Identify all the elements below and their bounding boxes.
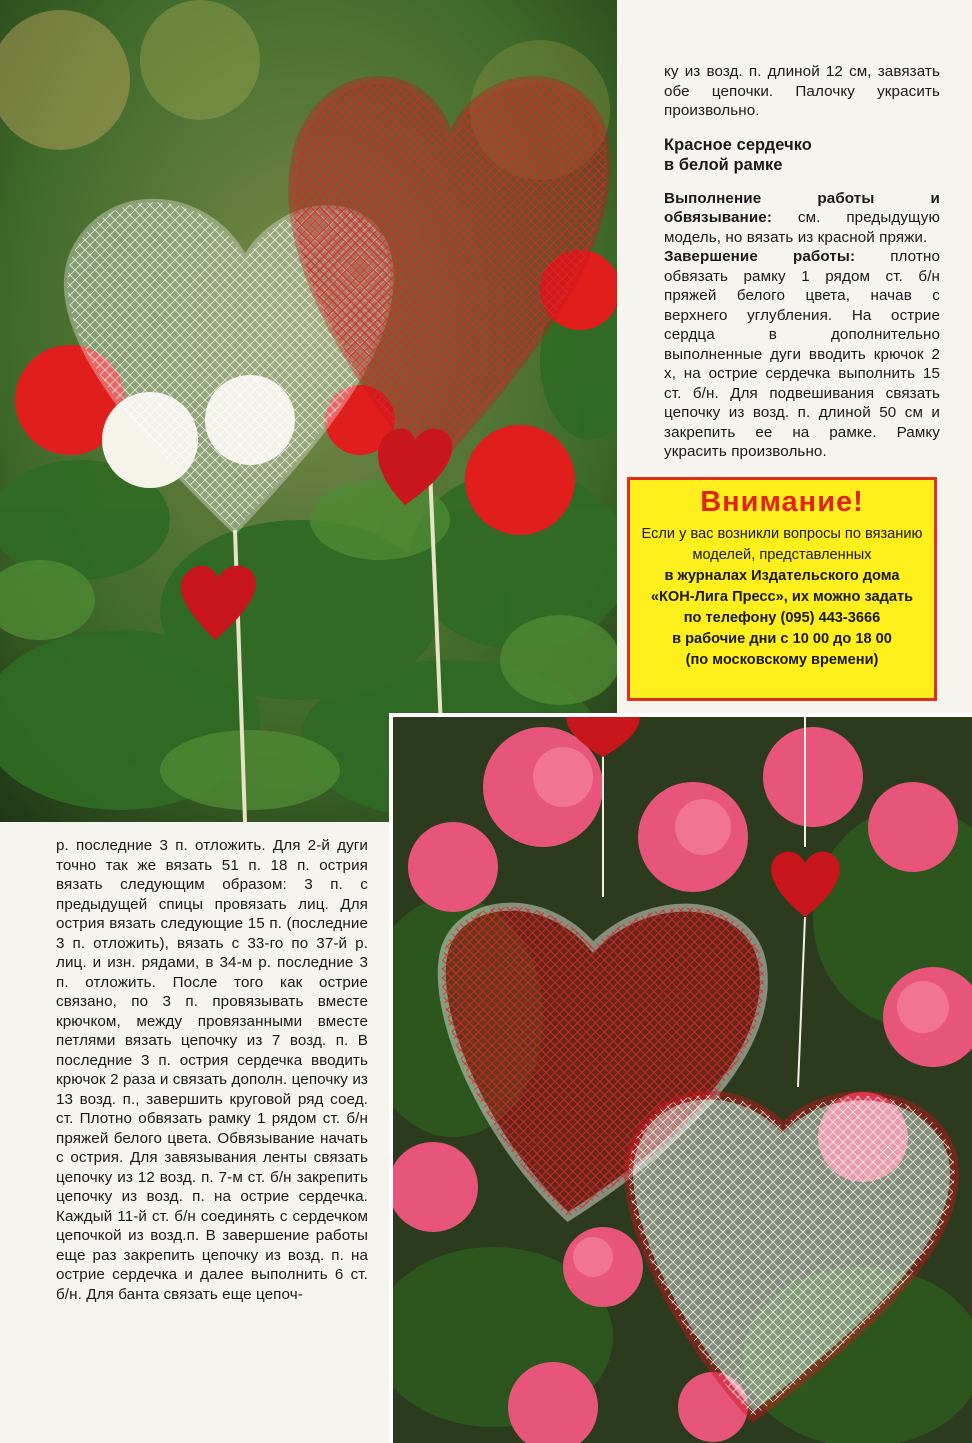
work-lead: Выполнение работы и обвязывание: (664, 189, 940, 226)
heading-line-1: Красное сердечко (664, 135, 812, 154)
notice-title: Внимание! (700, 486, 864, 518)
photo-hearts-geraniums (0, 0, 617, 822)
notice-line-5: по телефону (095) 443-3666 (683, 610, 881, 626)
work-paragraph (664, 189, 940, 248)
notice-line-1: Если у вас возникли вопросы по вязанию (641, 526, 923, 542)
notice-line-7: (по московскому времени) (685, 652, 879, 668)
notice-line-6: в рабочие дни с 10 00 до 18 00 (672, 631, 892, 647)
left-text-column (56, 836, 368, 1304)
finish-lead: Завершение работы: (664, 248, 856, 265)
notice-line-3: в журналах Издательского дома (664, 568, 900, 584)
notice-box (627, 477, 937, 701)
right-text-column (664, 62, 940, 462)
photo-hearts-geraniums-illustration (0, 0, 617, 822)
notice-line-2: моделей, представленных (692, 547, 872, 563)
instructions-paragraph: р. последние 3 п. отложить. Для 2-й дуги точно так же вязать 51 п. 18 п. острия вязать следующим образом: 3 п. с предыдущей спицы провязать лиц. Для острия вязать следующие 15 п. (последние 3 п. отложить), вязать с 33-го по 37-й р. лиц. и изн. рядами, в 34-м р. последние 3 п. отложить. После того как острие связано, по 3 п. провязывать вместе крючком, между провязанными вместе петлями вязать цепочку из 7 возд. п. В последние 3 п. острия сердечка вводить крючок 2 раза и связать дополн. цепочку из 13 возд. п., завершить круговой ряд соед. ст. Плотно обвязать рамку 1 рядом ст. б/н пряжей белого цвета. Обвязывание начать с острия. Для завязывания ленты связать цепочку из 12 возд. п. 7-м ст. б/н закрепить цепочку из возд. п. на острие сердечка. Каждый 11-й ст. б/н соединять с сердечком цепочкой из возд.п. В завершение работы еще раз закрепить цепочку из возд. п. на острие сердечка и далее выполнить 6 ст. б/н. Для банта связать еще цепоч- (56, 837, 368, 1303)
intro-paragraph: ку из возд. п. длиной 12 см, завязать обе цепочки. Палочку украсить произвольно. (664, 63, 940, 119)
heading-line-2: в белой рамке (664, 155, 783, 174)
section-heading (664, 135, 940, 175)
finish-text: плотно обвязать рамку 1 рядом ст. б/н пряжей белого цвета, начав с верхнего углубления. На острие сердца в дополнительно выполненные дуги вводить крючок 2 х, на острие сердечка выполнить 15 ст. б/н. Для подвешивания связать цепочку из возд. п. длиной 50 см и закрепить ее на рамке. Рамку украсить произвольно. (664, 248, 940, 460)
work-text: см. предыдущую модель, но вязать из красной пряжи. (664, 209, 940, 246)
photo-hearts-roses-illustration (393, 717, 972, 1443)
photo-hearts-roses (389, 713, 972, 1443)
finish-paragraph (664, 247, 940, 462)
notice-line-4: «КОН-Лига Пресс», их можно задать (650, 589, 914, 605)
